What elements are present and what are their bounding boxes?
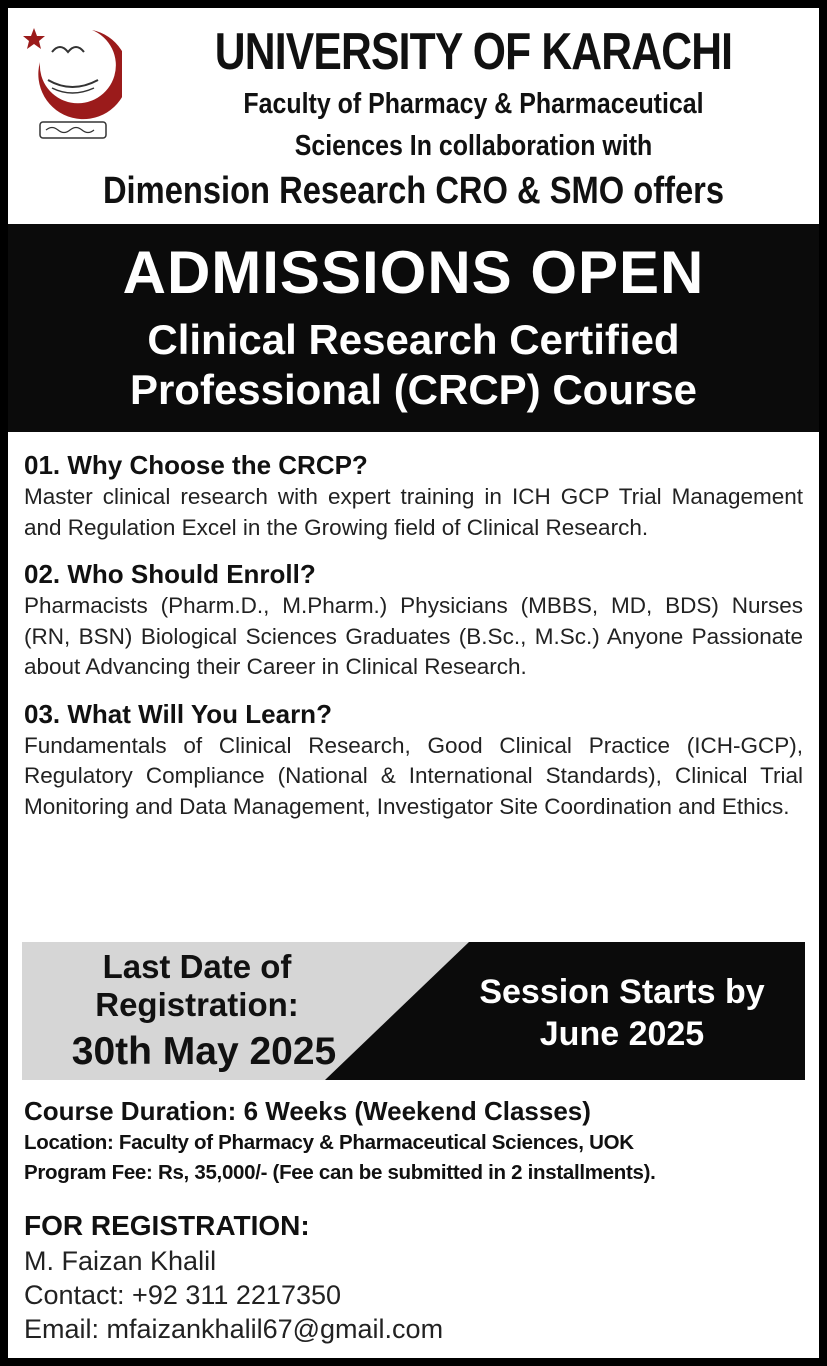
program-fee: Program Fee: Rs, 35,000/- (Fee can be submitted in 2 installments). <box>24 1161 656 1184</box>
section-title: 02. Who Should Enroll? <box>24 559 316 589</box>
section-why-choose <box>24 448 803 543</box>
section-who-enroll <box>24 557 803 683</box>
section-body: Fundamentals of Clinical Research, Good Clinical Practice (ICH-GCP), Regulatory Compliance (National & International Standards), Clinical Trial Monitoring and Data Management, Investigator Site Coordination and Ethics. <box>24 732 803 819</box>
section-body: Pharmacists (Pharm.D., M.Pharm.) Physicians (MBBS, MD, BDS) Nurses (RN, BSN) Biological Sciences Graduates (B.Sc., M.Sc.) Anyone Passionate about Advancing their Career in Clinical Research. <box>24 593 803 679</box>
registration-label: Registration: <box>95 986 299 1023</box>
course-location: Location: Faculty of Pharmacy & Pharmaceutical Sciences, UOK <box>24 1131 634 1154</box>
section-what-learn <box>24 697 803 823</box>
course-details <box>24 448 803 836</box>
section-title: 03. What Will You Learn? <box>24 698 332 729</box>
session-date: June 2025 <box>539 1015 705 1053</box>
registration-title: FOR REGISTRATION: <box>24 1210 310 1241</box>
faculty-line: Faculty of Pharmacy & Pharmaceutical <box>243 88 704 120</box>
university-title: UNIVERSITY OF KARACHI <box>214 23 733 81</box>
contact-phone[interactable]: Contact: +92 311 2217350 <box>24 1280 342 1310</box>
dates-bar <box>22 942 805 1080</box>
course-duration: Course Duration: 6 Weeks (Weekend Classes) <box>24 1096 591 1126</box>
last-date-value: 30th May 2025 <box>71 1030 337 1073</box>
partner-line: Dimension Research CRO & SMO offers <box>102 170 725 212</box>
university-crest-icon <box>22 22 122 147</box>
registration-info <box>24 1208 809 1346</box>
contact-email[interactable]: Email: mfaizankhalil67@gmail.com <box>24 1314 444 1344</box>
header <box>8 8 819 224</box>
course-name-line1: Clinical Research Certified <box>147 316 680 363</box>
section-body: Master clinical research with expert training in ICH GCP Trial Management and Regulation Excel in the Growing field of Clinical Research. <box>24 484 803 540</box>
admissions-headline: ADMISSIONS OPEN <box>122 239 705 306</box>
course-info <box>24 1094 809 1188</box>
collaboration-line: Sciences In collaboration with <box>294 130 653 162</box>
session-label: Session Starts by <box>479 973 765 1011</box>
section-title: 01. Why Choose the CRCP? <box>24 450 368 480</box>
contact-name: M. Faizan Khalil <box>24 1246 217 1276</box>
last-date-label: Last Date of <box>102 948 292 985</box>
course-name-line2: Professional (CRCP) Course <box>129 366 698 413</box>
admissions-banner <box>8 224 819 432</box>
